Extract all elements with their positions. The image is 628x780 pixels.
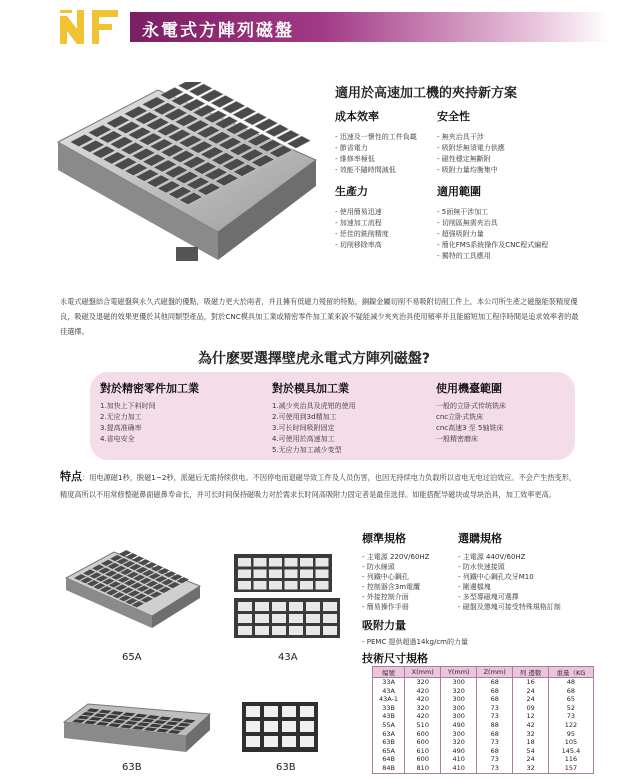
- thumb-63b-grid-image: [242, 702, 318, 752]
- magnetic-pole: [264, 736, 278, 747]
- table-cell: 320: [441, 738, 477, 747]
- magnetic-pole: [289, 626, 303, 635]
- magnetic-pole: [323, 614, 337, 623]
- magnetic-pole: [264, 721, 278, 732]
- list-item: 一般精密磨床: [436, 435, 478, 443]
- table-cell: 73: [477, 712, 513, 721]
- magnetic-pole: [300, 581, 313, 590]
- list-item: - 5面無干涉加工: [437, 207, 567, 218]
- table-row: [373, 730, 594, 739]
- magnetic-pole: [306, 602, 320, 611]
- list-item: - 磁性穩定無斷附: [437, 154, 557, 165]
- table-cell: 300: [441, 730, 477, 739]
- table-cell: 300: [441, 712, 477, 721]
- table-cell: 420: [405, 687, 441, 696]
- list-item: 2.无应力加工: [100, 413, 142, 421]
- column-heading: 使用機臺範圍: [436, 382, 502, 395]
- table-cell: 600: [405, 738, 441, 747]
- list-item: 1.加快上下料时间: [100, 402, 156, 410]
- list-item: - 多型導磁塊可選擇: [458, 592, 618, 602]
- table-row: [373, 678, 594, 687]
- magnetic-pole: [316, 558, 329, 567]
- table-cell: 54: [513, 747, 548, 756]
- table-cell: 300: [441, 695, 477, 704]
- table-cell: 410: [441, 764, 477, 773]
- section-heading: 生產力: [335, 185, 368, 198]
- magnetic-pole: [306, 614, 320, 623]
- list-item: - 磁盤及懲塊可接受特殊規格訂制: [458, 602, 618, 612]
- list-item: cnc立卧式铣床: [436, 413, 484, 421]
- list-item: - 吸附力量均衡集中: [437, 165, 557, 176]
- thumb-caption: 65A: [122, 652, 142, 663]
- list-item: 5.无应力加工减少变型: [272, 446, 342, 454]
- spec-standard: [362, 530, 462, 612]
- table-row: [373, 712, 594, 721]
- features-label: 特点: [60, 470, 82, 483]
- table-row: [373, 764, 594, 773]
- list-item: - 控制器含3m電纜: [362, 582, 462, 592]
- magnetic-pole: [272, 614, 286, 623]
- table-cell: 18: [513, 738, 548, 747]
- table-cell: 63A: [373, 730, 405, 739]
- section-application-scope: [437, 183, 567, 262]
- table-cell: 600: [405, 755, 441, 764]
- section-safety: [437, 108, 557, 176]
- thumb-caption: 43A: [278, 652, 298, 663]
- magnetic-pole: [282, 721, 296, 732]
- table-cell: 410: [441, 755, 477, 764]
- magnetic-pole: [272, 626, 286, 635]
- table-cell: 68: [477, 687, 513, 696]
- list-item: - 外接控制介面: [362, 592, 462, 602]
- spec-table-heading: 技術尺寸規格: [362, 652, 428, 665]
- table-cell: 24: [513, 695, 548, 704]
- list-item: 4.省电安全: [100, 435, 135, 443]
- spec-heading: 選購規格: [458, 532, 502, 545]
- table-cell: 68: [477, 730, 513, 739]
- page-title: 永電式方陣列磁盤: [142, 21, 294, 41]
- table-cell: 43B: [373, 712, 405, 721]
- table-cell: 42: [513, 721, 548, 730]
- list-item: - 簡化FMS系統操作及CNC程式編程: [437, 240, 567, 251]
- table-cell: 300: [441, 704, 477, 713]
- table-cell: 68: [477, 695, 513, 704]
- features-paragraph: [60, 468, 580, 503]
- table-cell: 32: [513, 730, 548, 739]
- list-item: - 切削移除率高: [335, 240, 445, 251]
- magnetic-pole: [254, 570, 267, 579]
- table-cell: 420: [405, 695, 441, 704]
- magnetic-pole: [323, 626, 337, 635]
- table-cell: 88: [477, 721, 513, 730]
- table-cell: 84B: [373, 764, 405, 773]
- list-item: 2.可使用到3d精加工: [272, 413, 337, 421]
- list-item: - 使用簡易迅速: [335, 207, 445, 218]
- magnetic-pole: [238, 626, 252, 635]
- magnetic-pole: [289, 614, 303, 623]
- table-cell: 320: [405, 704, 441, 713]
- magnetic-pole: [269, 558, 282, 567]
- features-text: ：用电源磁1秒，脱磁1~2秒，派磁后无需持续供电。不因停电而退磁导致工件及人员伤害，也因无持续电力负载所以省电无电过泊效应。不会产生热变形，精度高所以不用常修整磁鼻面磁鼻寿命长，并可长时间保持磁吸力对於需求长时间高吸附力固定者是最佳选择。如能搭配导磁块或导块治具，加工效率更高。: [60, 473, 577, 499]
- spec-optional: [458, 530, 618, 612]
- table-cell: 600: [405, 730, 441, 739]
- table-cell: 73: [477, 738, 513, 747]
- section-cost-efficiency: [335, 108, 445, 176]
- table-cell: 490: [441, 721, 477, 730]
- magnetic-pole: [316, 581, 329, 590]
- table-header-row: [373, 667, 594, 678]
- table-row: [373, 704, 594, 713]
- column-header: X(mm): [405, 667, 441, 678]
- table-cell: 52: [548, 704, 593, 713]
- nf-logo: [58, 8, 124, 46]
- table-cell: 33B: [373, 704, 405, 713]
- column-header: 编號: [373, 667, 405, 678]
- magnetic-pole: [269, 581, 282, 590]
- table-cell: 157: [548, 764, 593, 773]
- column-header: 重量（KG: [548, 667, 593, 678]
- magnetic-pole: [300, 721, 314, 732]
- table-cell: 43A-1: [373, 695, 405, 704]
- list-item: - 迅速及一懷性的工件負載: [335, 132, 445, 143]
- magnetic-pole: [285, 558, 298, 567]
- table-row: [373, 738, 594, 747]
- magnetic-pole: [272, 602, 286, 611]
- table-cell: 68: [477, 747, 513, 756]
- magnetic-pole: [246, 706, 260, 717]
- magnetic-pole: [238, 602, 252, 611]
- list-item: - 吸附恁無須電力供應: [437, 143, 557, 154]
- table-row: [373, 755, 594, 764]
- magnetic-pole: [289, 602, 303, 611]
- table-row: [373, 721, 594, 730]
- list-item: 3.可长时间吸附固定: [272, 424, 335, 432]
- table-cell: 73: [477, 755, 513, 764]
- list-item: - 超强吸附力量: [437, 229, 567, 240]
- list-item: - 節省電力: [335, 143, 445, 154]
- table-cell: 09: [513, 704, 548, 713]
- section-productivity: [335, 183, 445, 251]
- table-cell: 510: [405, 721, 441, 730]
- list-item: 一般的立卧式传统铣床: [436, 402, 506, 410]
- thumb-caption: 63B: [122, 762, 142, 773]
- spec-heading: 吸附力量: [362, 619, 406, 632]
- table-cell: 73: [548, 712, 593, 721]
- table-cell: 73: [477, 764, 513, 773]
- list-item: - 簡易操作手冊: [362, 602, 462, 612]
- table-cell: 16: [513, 678, 548, 687]
- list-item: - 主電源 220V/60HZ: [362, 552, 462, 562]
- list-item: - 維修率極低: [335, 154, 445, 165]
- table-cell: 24: [513, 687, 548, 696]
- list-item: - 無夾治具干涉: [437, 132, 557, 143]
- list-item: - 防水線頭: [362, 562, 462, 572]
- table-row: [373, 687, 594, 696]
- magnetic-pole: [282, 706, 296, 717]
- list-item: 4.可使用於高速加工: [272, 435, 335, 443]
- table-cell: 320: [405, 678, 441, 687]
- magnetic-pole: [300, 736, 314, 747]
- table-cell: 68: [477, 678, 513, 687]
- magnetic-pole: [323, 602, 337, 611]
- table-cell: 63B: [373, 738, 405, 747]
- spec-force: [362, 617, 562, 647]
- why-col-machines: [436, 380, 571, 445]
- table-cell: 55A: [373, 721, 405, 730]
- table-row: [373, 695, 594, 704]
- list-item: - 加速加工流程: [335, 218, 445, 229]
- thumb-65a-image: [62, 548, 204, 648]
- table-cell: 300: [441, 678, 477, 687]
- thumb-43a-image: [232, 552, 342, 647]
- magnetic-pole: [238, 558, 251, 567]
- column-header: Y(mm): [441, 667, 477, 678]
- column-heading: 對於精密零件加工業: [100, 382, 199, 395]
- list-item: - PEMC 提供超過14kg/cm的力量: [362, 637, 562, 647]
- spec-heading: 標準規格: [362, 532, 406, 545]
- magnetic-pole: [238, 570, 251, 579]
- magnetic-pole: [264, 706, 278, 717]
- magnetic-pole: [285, 570, 298, 579]
- table-cell: 43A: [373, 687, 405, 696]
- section-heading: 成本效率: [335, 110, 379, 123]
- table-cell: 73: [477, 704, 513, 713]
- table-row: [373, 747, 594, 756]
- list-item: - 獨特的工具應用: [437, 251, 567, 262]
- table-cell: 490: [441, 747, 477, 756]
- magnetic-plate-image: [48, 82, 323, 282]
- table-cell: 12: [513, 712, 548, 721]
- magnetic-pole: [269, 570, 282, 579]
- thumb-63b-plate-image: [62, 700, 212, 758]
- list-item: - 切削區無需夾治具: [437, 218, 567, 229]
- section-heading: 安全性: [437, 110, 470, 123]
- table-cell: 420: [405, 712, 441, 721]
- magnetic-pole: [255, 614, 269, 623]
- table-cell: 105: [548, 738, 593, 747]
- table-cell: 116: [548, 755, 593, 764]
- magnetic-pole: [316, 570, 329, 579]
- why-heading: 為什麽要選擇壁虎永電式方陣列磁盤?: [197, 351, 431, 367]
- magnetic-pole: [300, 558, 313, 567]
- list-item: - 剛邊檔塊: [458, 582, 618, 592]
- table-cell: 145.4: [548, 747, 593, 756]
- list-item: - 效能不隨時間減低: [335, 165, 445, 176]
- column-heading: 對於模具加工業: [272, 382, 349, 395]
- magnetic-pole: [246, 736, 260, 747]
- table-cell: 33A: [373, 678, 405, 687]
- table-cell: 320: [441, 687, 477, 696]
- magnetic-pole: [254, 558, 267, 567]
- why-col-mold: [272, 380, 432, 456]
- list-item: - 列鐵中心鋼孔: [362, 572, 462, 582]
- table-cell: 65: [548, 695, 593, 704]
- table-cell: 95: [548, 730, 593, 739]
- table-cell: 64B: [373, 755, 405, 764]
- list-item: - 恁佳的銑削精度: [335, 229, 445, 240]
- magnetic-pole: [300, 570, 313, 579]
- spec-table: [372, 666, 594, 774]
- table-cell: 122: [548, 721, 593, 730]
- table-cell: 68: [548, 687, 593, 696]
- thumb-caption: 63B: [276, 762, 296, 773]
- magnetic-pole: [238, 581, 251, 590]
- table-cell: 610: [405, 747, 441, 756]
- magnetic-pole: [300, 706, 314, 717]
- column-header: Z(mm): [477, 667, 513, 678]
- table-cell: 24: [513, 755, 548, 764]
- list-item: - 列鐵中心鋼孔攻牙M10: [458, 572, 618, 582]
- magnetic-pole: [255, 602, 269, 611]
- magnetic-pole: [306, 626, 320, 635]
- section-heading: 適用範圍: [437, 185, 481, 198]
- list-item: - 防水快速接頭: [458, 562, 618, 572]
- magnetic-pole: [238, 614, 252, 623]
- magnetic-pole: [282, 736, 296, 747]
- magnetic-pole: [246, 721, 260, 732]
- description-paragraph: 永電式磁盤結合電磁盤與永久式磁盤的優點，吸磁力更大於兩者，并且擁有低磁力殘留的特點，銅鎳金屬切削不易吸附切削工件上，本公司所生產之磁盤能裝精度優良，吸磁及退磁的效果更優於其他同類型產品，對於CNC模具加工業或精密零件加工業來說不疑能减少夾夾治具使用頻率并且能縮短加工程序時間是追求效率者的最佳選擇。: [60, 297, 579, 336]
- table-cell: 810: [405, 764, 441, 773]
- table-cell: 48: [548, 678, 593, 687]
- magnetic-pole: [285, 581, 298, 590]
- intro-subtitle: 適用於高速加工機的夾持新方案: [335, 86, 518, 101]
- list-item: 1.减少夹治具及虎钳的使用: [272, 402, 356, 410]
- column-header: 列 邊數: [513, 667, 548, 678]
- list-item: cnc高速3 至 5轴铣床: [436, 424, 504, 432]
- table-cell: 65A: [373, 747, 405, 756]
- list-item: - 主電源 440V/60HZ: [458, 552, 618, 562]
- list-item: 3.提高准确率: [100, 424, 142, 432]
- magnetic-pole: [255, 626, 269, 635]
- why-col-precision: [100, 380, 260, 445]
- magnetic-pole: [254, 581, 267, 590]
- table-cell: 32: [513, 764, 548, 773]
